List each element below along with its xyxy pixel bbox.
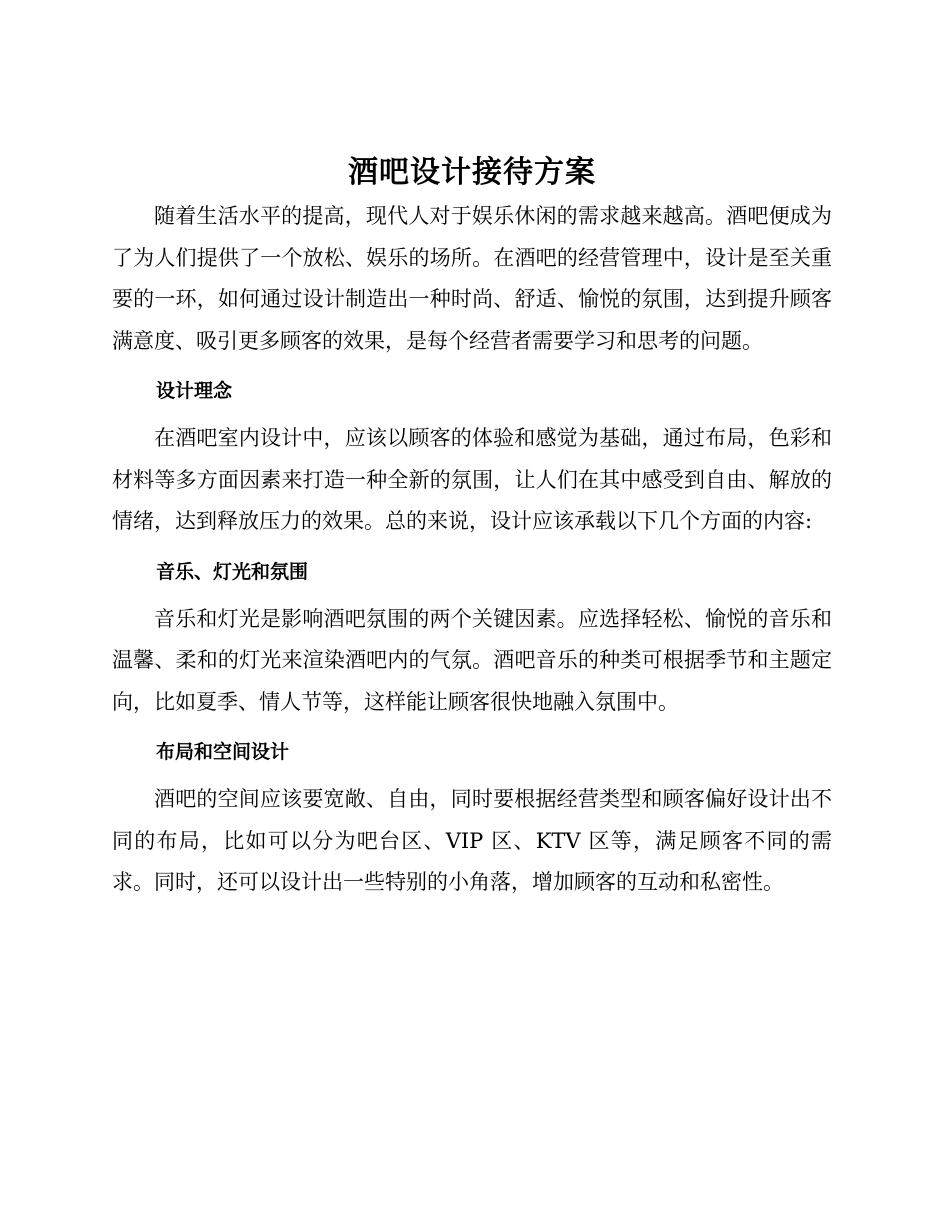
section-body-music-lighting: 音乐和灯光是影响酒吧氛围的两个关键因素。应选择轻松、愉悦的音乐和温馨、柔和的灯光来渲染酒吧内的气氛。酒吧音乐的种类可根据季节和主题定向，比如夏季、情人节等，这样能让顾客很快地融入氛围中。	[112, 606, 832, 714]
document-page	[112, 150, 832, 904]
section-body-layout-space: 酒吧的空间应该要宽敞、自由，同时要根据经营类型和顾客偏好设计出不同的布局，比如可以分为吧台区、VIP 区、KTV 区等，满足顾客不同的需求。同时，还可以设计出一些特别的小角落，增加顾客的互动和私密性。	[112, 787, 832, 894]
section-heading-design-concept: 设计理念	[156, 380, 233, 402]
section-heading-music-lighting: 音乐、灯光和氛围	[156, 560, 309, 583]
section-heading-layout-space: 布局和空间设计	[156, 741, 290, 763]
intro-paragraph: 随着生活水平的提高，现代人对于娱乐休闲的需求越来越高。酒吧便成为了为人们提供了一个放松、娱乐的场所。在酒吧的经营管理中，设计是至关重要的一环，如何通过设计制造出一种时尚、舒适、愉悦的氛围，达到提升顾客满意度、吸引更多顾客的效果，是每个经营者需要学习和思考的问题。	[112, 204, 832, 353]
document-title: 酒吧设计接待方案	[348, 155, 596, 190]
section-body-design-concept: 在酒吧室内设计中，应该以顾客的体验和感觉为基础，通过布局，色彩和材料等多方面因素来打造一种全新的氛围，让人们在其中感受到自由、解放的情绪，达到释放压力的效果。总的来说，设计应该承载以下几个方面的内容:	[112, 426, 832, 533]
